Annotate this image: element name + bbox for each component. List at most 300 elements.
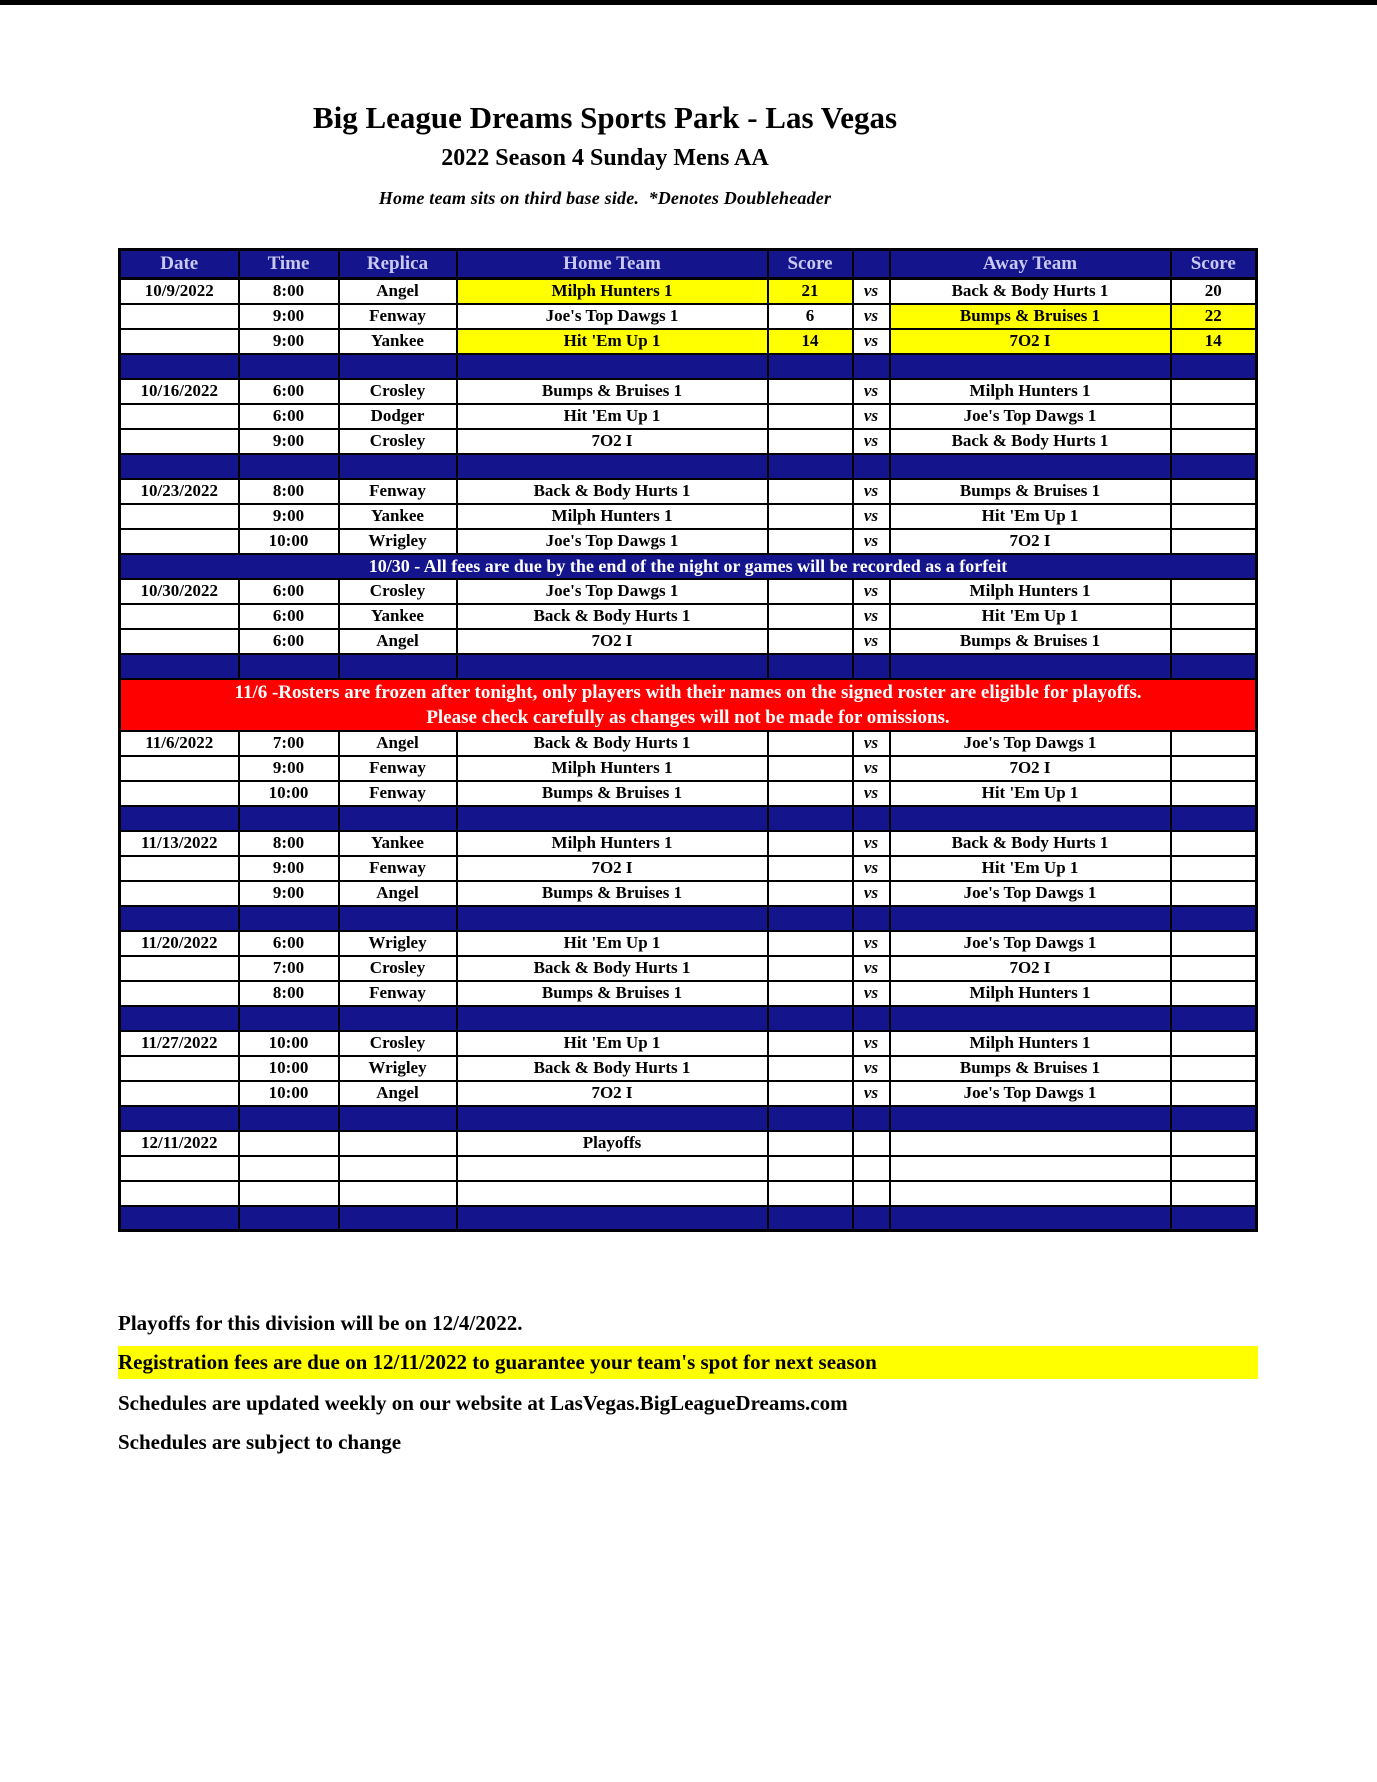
- away-team-cell: 7O2 I: [890, 756, 1171, 781]
- separator-cell: [239, 1206, 339, 1231]
- fees-due-banner: [120, 554, 1257, 579]
- separator-cell: [890, 454, 1171, 479]
- home-team-cell: Back & Body Hurts 1: [457, 956, 768, 981]
- replica-cell: Angel: [339, 629, 457, 654]
- home-team-cell: 7O2 I: [457, 429, 768, 454]
- away-score-cell: [1171, 1031, 1257, 1056]
- home-score-cell: [768, 404, 853, 429]
- away-score-cell: [1171, 479, 1257, 504]
- separator-cell: [457, 1006, 768, 1031]
- separator-cell: [120, 654, 239, 679]
- date-cell: 11/13/2022: [120, 831, 239, 856]
- away-team-cell: Hit 'Em Up 1: [890, 856, 1171, 881]
- date-cell: [120, 604, 239, 629]
- away-score-cell: [1171, 956, 1257, 981]
- date-cell: [120, 504, 239, 529]
- date-cell: [120, 1056, 239, 1081]
- date-cell: [120, 981, 239, 1006]
- time-cell: 9:00: [239, 329, 339, 354]
- replica-cell: Angel: [339, 1081, 457, 1106]
- subject-to-change-note: Schedules are subject to change: [118, 1429, 402, 1454]
- time-cell: 9:00: [239, 504, 339, 529]
- date-cell: [120, 756, 239, 781]
- home-score-cell: [768, 856, 853, 881]
- time-cell: 8:00: [239, 279, 339, 304]
- time-cell: 9:00: [239, 881, 339, 906]
- home-score-cell: [768, 604, 853, 629]
- home-team-cell: Hit 'Em Up 1: [457, 329, 768, 354]
- separator-row: [120, 1006, 1257, 1031]
- empty-cell: [239, 1156, 339, 1181]
- separator-cell: [457, 806, 768, 831]
- vs-cell: vs: [853, 279, 890, 304]
- game-row: [120, 981, 1257, 1006]
- vs-cell: vs: [853, 981, 890, 1006]
- date-cell: [120, 956, 239, 981]
- replica-cell: Angel: [339, 279, 457, 304]
- home-team-cell: Hit 'Em Up 1: [457, 1031, 768, 1056]
- separator-row: [120, 1106, 1257, 1131]
- separator-cell: [1171, 906, 1257, 931]
- time-cell: 10:00: [239, 529, 339, 554]
- separator-cell: [457, 654, 768, 679]
- home-score-cell: [768, 579, 853, 604]
- away-team-cell: Milph Hunters 1: [890, 579, 1171, 604]
- game-row: [120, 604, 1257, 629]
- home-score-cell: [768, 1031, 853, 1056]
- away-score-cell: [1171, 1131, 1257, 1156]
- away-score-cell: [1171, 756, 1257, 781]
- game-row: [120, 1056, 1257, 1081]
- separator-cell: [239, 806, 339, 831]
- col-header-home-team: Home Team: [457, 250, 768, 279]
- home-score-cell: [768, 529, 853, 554]
- home-score-cell: 21: [768, 279, 853, 304]
- vs-cell: vs: [853, 956, 890, 981]
- home-score-cell: [768, 479, 853, 504]
- banner-line: 11/6 -Rosters are frozen after tonight, only players with their names on the signed roster are eligible for playoffs.: [234, 681, 1142, 703]
- away-team-cell: Bumps & Bruises 1: [890, 304, 1171, 329]
- home-score-cell: [768, 756, 853, 781]
- away-team-cell: 7O2 I: [890, 529, 1171, 554]
- separator-cell: [853, 354, 890, 379]
- empty-cell: [457, 1181, 768, 1206]
- away-team-cell: Joe's Top Dawgs 1: [890, 1081, 1171, 1106]
- home-score-cell: 14: [768, 329, 853, 354]
- home-team-cell: Bumps & Bruises 1: [457, 379, 768, 404]
- banner-line: Please check carefully as changes will not be made for omissions.: [426, 706, 950, 728]
- away-score-cell: [1171, 429, 1257, 454]
- separator-cell: [853, 906, 890, 931]
- separator-cell: [120, 906, 239, 931]
- time-cell: 7:00: [239, 956, 339, 981]
- away-team-cell: Bumps & Bruises 1: [890, 1056, 1171, 1081]
- empty-cell: [890, 1181, 1171, 1206]
- home-team-cell: Bumps & Bruises 1: [457, 881, 768, 906]
- col-header-away-score: Score: [1171, 250, 1257, 279]
- time-cell: 6:00: [239, 604, 339, 629]
- separator-cell: [1171, 354, 1257, 379]
- separator-cell: [339, 654, 457, 679]
- home-score-cell: [768, 429, 853, 454]
- time-cell: [239, 1131, 339, 1156]
- replica-cell: Crosley: [339, 579, 457, 604]
- away-team-cell: Bumps & Bruises 1: [890, 629, 1171, 654]
- separator-cell: [890, 654, 1171, 679]
- vs-cell: vs: [853, 304, 890, 329]
- separator-cell: [1171, 1206, 1257, 1231]
- vs-cell: vs: [853, 756, 890, 781]
- home-team-cell: Milph Hunters 1: [457, 756, 768, 781]
- footer-notes: [118, 1308, 1258, 1465]
- separator-cell: [339, 1106, 457, 1131]
- separator-cell: [457, 906, 768, 931]
- separator-cell: [457, 454, 768, 479]
- separator-cell: [853, 1206, 890, 1231]
- away-team-cell: Hit 'Em Up 1: [890, 604, 1171, 629]
- separator-row: [120, 1206, 1257, 1231]
- separator-cell: [890, 1206, 1171, 1231]
- game-row: [120, 304, 1257, 329]
- empty-cell: [120, 1156, 239, 1181]
- separator-row: [120, 906, 1257, 931]
- vs-cell: vs: [853, 931, 890, 956]
- separator-cell: [339, 806, 457, 831]
- game-row: [120, 429, 1257, 454]
- away-score-cell: [1171, 379, 1257, 404]
- separator-cell: [768, 1006, 853, 1031]
- home-score-cell: [768, 931, 853, 956]
- separator-cell: [239, 906, 339, 931]
- time-cell: 10:00: [239, 1081, 339, 1106]
- separator-row: [120, 654, 1257, 679]
- home-score-cell: [768, 956, 853, 981]
- page-title: Big League Dreams Sports Park - Las Vegas: [312, 100, 898, 135]
- separator-cell: [890, 1106, 1171, 1131]
- empty-cell: [120, 1181, 239, 1206]
- home-score-cell: [768, 504, 853, 529]
- vs-cell: vs: [853, 881, 890, 906]
- game-row: [120, 756, 1257, 781]
- separator-cell: [890, 1006, 1171, 1031]
- time-cell: 6:00: [239, 579, 339, 604]
- time-cell: 9:00: [239, 429, 339, 454]
- schedule-table-body: [120, 279, 1257, 1231]
- empty-cell: [853, 1156, 890, 1181]
- home-team-cell: Joe's Top Dawgs 1: [457, 529, 768, 554]
- roster-freeze-banner: [120, 679, 1257, 731]
- separator-cell: [853, 1006, 890, 1031]
- date-cell: 10/23/2022: [120, 479, 239, 504]
- col-header-home-score: Score: [768, 250, 853, 279]
- home-team-cell: Back & Body Hurts 1: [457, 1056, 768, 1081]
- date-cell: [120, 856, 239, 881]
- away-score-cell: [1171, 1081, 1257, 1106]
- separator-cell: [457, 354, 768, 379]
- col-header-away-team: Away Team: [890, 250, 1171, 279]
- time-cell: 6:00: [239, 629, 339, 654]
- empty-cell: [457, 1156, 768, 1181]
- replica-cell: Wrigley: [339, 931, 457, 956]
- away-team-cell: Back & Body Hurts 1: [890, 429, 1171, 454]
- replica-cell: Wrigley: [339, 529, 457, 554]
- time-cell: 7:00: [239, 731, 339, 756]
- replica-cell: Yankee: [339, 831, 457, 856]
- vs-cell: vs: [853, 1056, 890, 1081]
- away-team-cell: Milph Hunters 1: [890, 1031, 1171, 1056]
- separator-cell: [120, 1106, 239, 1131]
- page-headings: [118, 100, 1092, 209]
- home-team-cell: 7O2 I: [457, 1081, 768, 1106]
- separator-cell: [890, 354, 1171, 379]
- time-cell: 6:00: [239, 931, 339, 956]
- date-cell: 11/6/2022: [120, 731, 239, 756]
- separator-cell: [768, 1106, 853, 1131]
- website-note: Schedules are updated weekly on our website at LasVegas.BigLeagueDreams.com: [118, 1391, 848, 1416]
- banner-line: 10/30 - All fees are due by the end of the night or games will be recorded as a forfeit: [368, 555, 1008, 576]
- away-score-cell: 14: [1171, 329, 1257, 354]
- game-row: [120, 279, 1257, 304]
- away-score-cell: [1171, 504, 1257, 529]
- away-team-cell: Joe's Top Dawgs 1: [890, 931, 1171, 956]
- replica-cell: [339, 1131, 457, 1156]
- away-score-cell: 20: [1171, 279, 1257, 304]
- away-team-cell: Joe's Top Dawgs 1: [890, 881, 1171, 906]
- home-score-cell: [768, 1081, 853, 1106]
- replica-cell: Yankee: [339, 604, 457, 629]
- game-row: [120, 529, 1257, 554]
- separator-cell: [339, 454, 457, 479]
- empty-cell: [853, 1181, 890, 1206]
- vs-cell: vs: [853, 404, 890, 429]
- replica-cell: Fenway: [339, 981, 457, 1006]
- vs-cell: vs: [853, 856, 890, 881]
- separator-cell: [768, 454, 853, 479]
- date-cell: [120, 781, 239, 806]
- away-score-cell: [1171, 831, 1257, 856]
- vs-cell: vs: [853, 529, 890, 554]
- game-row: [120, 629, 1257, 654]
- separator-row: [120, 806, 1257, 831]
- home-score-cell: 6: [768, 304, 853, 329]
- separator-cell: [768, 806, 853, 831]
- home-team-cell: 7O2 I: [457, 856, 768, 881]
- away-score-cell: 22: [1171, 304, 1257, 329]
- date-cell: [120, 304, 239, 329]
- away-team-cell: 7O2 I: [890, 329, 1171, 354]
- home-team-cell: Hit 'Em Up 1: [457, 931, 768, 956]
- date-cell: [120, 429, 239, 454]
- game-row: [120, 956, 1257, 981]
- home-score-cell: [768, 379, 853, 404]
- home-score-cell: [768, 881, 853, 906]
- away-score-cell: [1171, 856, 1257, 881]
- separator-cell: [239, 1006, 339, 1031]
- separator-cell: [1171, 654, 1257, 679]
- away-score-cell: [1171, 604, 1257, 629]
- time-cell: 8:00: [239, 479, 339, 504]
- date-cell: 11/27/2022: [120, 1031, 239, 1056]
- separator-row: [120, 454, 1257, 479]
- separator-cell: [853, 806, 890, 831]
- vs-cell: vs: [853, 831, 890, 856]
- vs-cell: vs: [853, 329, 890, 354]
- game-row: [120, 504, 1257, 529]
- replica-cell: Angel: [339, 881, 457, 906]
- game-row: [120, 931, 1257, 956]
- game-row: [120, 329, 1257, 354]
- home-score-cell: [768, 981, 853, 1006]
- separator-cell: [239, 454, 339, 479]
- vs-cell: vs: [853, 429, 890, 454]
- away-team-cell: Milph Hunters 1: [890, 379, 1171, 404]
- col-header-date: Date: [120, 250, 239, 279]
- game-row: [120, 731, 1257, 756]
- date-cell: [120, 404, 239, 429]
- away-team-cell: Joe's Top Dawgs 1: [890, 404, 1171, 429]
- away-team-cell: Back & Body Hurts 1: [890, 831, 1171, 856]
- page-top-border: [0, 0, 1377, 5]
- away-score-cell: [1171, 529, 1257, 554]
- empty-cell: [890, 1156, 1171, 1181]
- separator-cell: [120, 354, 239, 379]
- home-score-cell: [768, 1056, 853, 1081]
- empty-cell: [1171, 1156, 1257, 1181]
- time-cell: 8:00: [239, 981, 339, 1006]
- home-score-cell: [768, 1131, 853, 1156]
- time-cell: 6:00: [239, 379, 339, 404]
- empty-cell: [339, 1156, 457, 1181]
- vs-cell: vs: [853, 604, 890, 629]
- separator-cell: [457, 1106, 768, 1131]
- replica-cell: Wrigley: [339, 1056, 457, 1081]
- banner-cell: [120, 679, 1257, 731]
- vs-cell: vs: [853, 579, 890, 604]
- game-row: [120, 1031, 1257, 1056]
- game-row: [120, 781, 1257, 806]
- away-score-cell: [1171, 781, 1257, 806]
- vs-cell: vs: [853, 504, 890, 529]
- home-team-cell: Milph Hunters 1: [457, 504, 768, 529]
- empty-cell: [1171, 1181, 1257, 1206]
- home-team-cell: Back & Body Hurts 1: [457, 731, 768, 756]
- replica-cell: Angel: [339, 731, 457, 756]
- away-team-cell: Bumps & Bruises 1: [890, 479, 1171, 504]
- away-team-cell: Joe's Top Dawgs 1: [890, 731, 1171, 756]
- away-score-cell: [1171, 404, 1257, 429]
- home-team-cell: Back & Body Hurts 1: [457, 604, 768, 629]
- game-row: [120, 579, 1257, 604]
- separator-cell: [768, 1206, 853, 1231]
- season-subtitle: 2022 Season 4 Sunday Mens AA: [441, 144, 769, 171]
- time-cell: 9:00: [239, 304, 339, 329]
- separator-cell: [239, 654, 339, 679]
- vs-cell: vs: [853, 781, 890, 806]
- away-score-cell: [1171, 881, 1257, 906]
- home-team-cell: Joe's Top Dawgs 1: [457, 579, 768, 604]
- vs-cell: vs: [853, 379, 890, 404]
- replica-cell: Yankee: [339, 504, 457, 529]
- replica-cell: Dodger: [339, 404, 457, 429]
- registration-fee-note: Registration fees are due on 12/11/2022 to guarantee your team's spot for next season: [118, 1346, 1258, 1379]
- home-team-cell: Hit 'Em Up 1: [457, 404, 768, 429]
- date-cell: [120, 329, 239, 354]
- home-team-cell: Bumps & Bruises 1: [457, 981, 768, 1006]
- time-cell: 10:00: [239, 781, 339, 806]
- empty-cell: [768, 1156, 853, 1181]
- date-cell: [120, 881, 239, 906]
- time-cell: 9:00: [239, 756, 339, 781]
- away-team-cell: Hit 'Em Up 1: [890, 781, 1171, 806]
- col-header-vs: [853, 250, 890, 279]
- separator-cell: [1171, 454, 1257, 479]
- separator-cell: [239, 1106, 339, 1131]
- game-row: [120, 404, 1257, 429]
- separator-cell: [339, 906, 457, 931]
- home-team-cell: Bumps & Bruises 1: [457, 781, 768, 806]
- time-cell: 8:00: [239, 831, 339, 856]
- separator-cell: [768, 654, 853, 679]
- away-team-cell: [890, 1131, 1171, 1156]
- separator-cell: [339, 1006, 457, 1031]
- separator-cell: [120, 1206, 239, 1231]
- date-cell: 11/20/2022: [120, 931, 239, 956]
- replica-cell: Fenway: [339, 756, 457, 781]
- away-score-cell: [1171, 731, 1257, 756]
- date-cell: 12/11/2022: [120, 1131, 239, 1156]
- separator-cell: [853, 454, 890, 479]
- schedule-table: [118, 248, 1258, 1232]
- vs-cell: [853, 1131, 890, 1156]
- empty-cell: [339, 1181, 457, 1206]
- time-cell: 6:00: [239, 404, 339, 429]
- playoffs-date-note: Playoffs for this division will be on 12/4/2022.: [118, 1311, 523, 1335]
- game-row: [120, 1081, 1257, 1106]
- separator-cell: [890, 906, 1171, 931]
- time-cell: 10:00: [239, 1031, 339, 1056]
- separator-cell: [890, 806, 1171, 831]
- separator-cell: [1171, 1006, 1257, 1031]
- separator-cell: [1171, 806, 1257, 831]
- replica-cell: Fenway: [339, 781, 457, 806]
- home-score-cell: [768, 831, 853, 856]
- vs-cell: vs: [853, 629, 890, 654]
- separator-cell: [339, 1206, 457, 1231]
- replica-cell: Crosley: [339, 1031, 457, 1056]
- replica-cell: Fenway: [339, 479, 457, 504]
- away-score-cell: [1171, 931, 1257, 956]
- game-row: [120, 856, 1257, 881]
- separator-cell: [853, 654, 890, 679]
- game-row: [120, 479, 1257, 504]
- empty-row: [120, 1156, 1257, 1181]
- away-team-cell: 7O2 I: [890, 956, 1171, 981]
- home-team-cell: Playoffs: [457, 1131, 768, 1156]
- replica-cell: Yankee: [339, 329, 457, 354]
- vs-cell: vs: [853, 479, 890, 504]
- time-cell: 10:00: [239, 1056, 339, 1081]
- separator-cell: [768, 354, 853, 379]
- home-team-cell: 7O2 I: [457, 629, 768, 654]
- empty-cell: [239, 1181, 339, 1206]
- away-score-cell: [1171, 629, 1257, 654]
- separator-cell: [853, 1106, 890, 1131]
- separator-cell: [768, 906, 853, 931]
- home-team-cell: Milph Hunters 1: [457, 279, 768, 304]
- vs-cell: vs: [853, 1031, 890, 1056]
- separator-cell: [239, 354, 339, 379]
- away-score-cell: [1171, 579, 1257, 604]
